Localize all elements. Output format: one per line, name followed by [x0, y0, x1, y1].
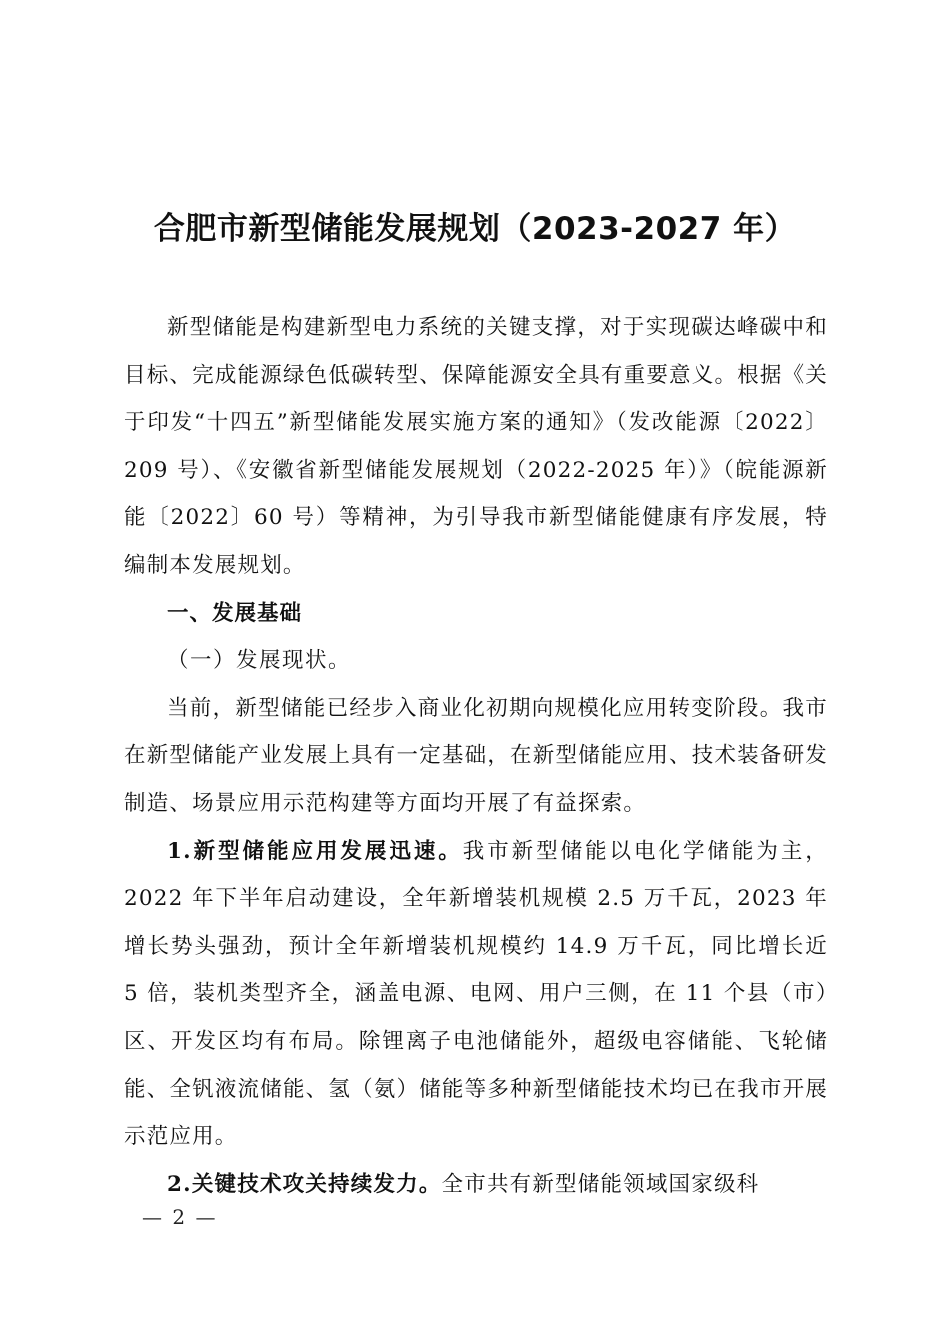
status-paragraph: 当前，新型储能已经步入商业化初期向规模化应用转变阶段。我市在新型储能产业发展上具有一定基础，在新型储能应用、技术装备研发制造、场景应用示范构建等方面均开展了有益探索。 — [124, 695, 828, 816]
item-1-text: 我市新型储能以电化学储能为主，2022 年下半年启动建设，全年新增装机规模 2.5 万千瓦，2023 年增长势头强劲，预计全年新增装机规模约 14.9 万千瓦，同比增长近 5 倍，装机类型齐全，涵盖电源、电网、用户三侧，在 11 个县（市）区、开发区均有布局。除锂离子电池储能外，超级电容储能、飞轮储能、全钒液流储能、氢（氨）储能等多种新型储能技术均已在我市开展示范应用。 — [124, 838, 828, 1150]
document-title: 合肥市新型储能发展规划（2023-2027 年） — [153, 211, 797, 247]
page-number: — 2 — — [142, 1205, 218, 1229]
section-heading-foundation: 一、发展基础 — [167, 600, 303, 626]
document-body — [124, 304, 828, 1208]
item-1-paragraph — [124, 828, 828, 1161]
item-1-lead: 1.新型储能应用发展迅速。 — [167, 838, 463, 864]
item-2-paragraph — [124, 1161, 828, 1209]
subsection-heading-status: （一）发展现状。 — [167, 648, 352, 674]
intro-paragraph: 新型储能是构建新型电力系统的关键支撑，对于实现碳达峰碳中和目标、完成能源绿色低碳转型、保障能源安全具有重要意义。根据《关于印发“十四五”新型储能发展实施方案的通知》（发改能源〔2022〕209 号）、《安徽省新型储能发展规划（2022-2025 年）》（皖能源新能〔2022〕60 号）等精神，为引导我市新型储能健康有序发展，特编制本发展规划。 — [124, 315, 828, 578]
item-2-lead: 2.关键技术攻关持续发力。 — [167, 1171, 442, 1197]
item-2-text: 全市共有新型储能领域国家级科 — [441, 1171, 760, 1197]
